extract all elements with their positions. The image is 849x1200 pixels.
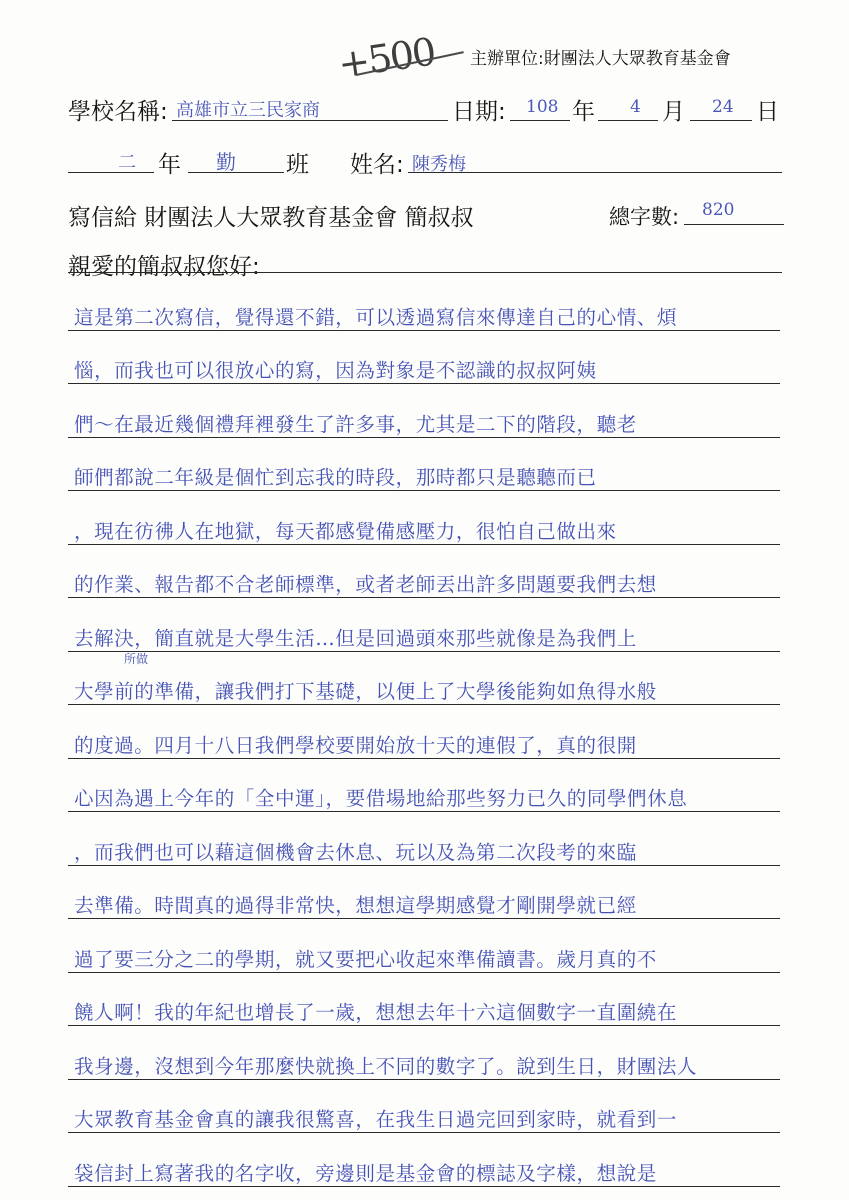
grade-underline (68, 172, 154, 173)
ruled-line (68, 383, 780, 384)
ruled-line (68, 1132, 780, 1133)
word-count-label: 總字數: (609, 205, 680, 229)
year-value: 108 (526, 97, 559, 117)
letter-line: 去準備。時間真的過得非常快，想想這學期感覺才剛開學就已經 (74, 894, 637, 917)
ruled-line (68, 544, 780, 545)
greeting-underline (68, 272, 782, 273)
ruled-line (68, 758, 780, 759)
school-label: 學校名稱: (68, 99, 168, 125)
organizer-label: 主辦單位:財團法人大眾教育基金會 (470, 49, 731, 69)
letter-line: ，現在彷彿人在地獄，每天都感覺備感壓力，很怕自己做出來 (74, 520, 617, 543)
year-underline (510, 120, 570, 121)
ruled-line (68, 918, 780, 919)
ruled-line (68, 597, 780, 598)
letter-line: 這是第二次寫信，覺得還不錯，可以透過寫信來傳達自己的心情、煩 (74, 306, 678, 329)
ruled-line (68, 1025, 780, 1026)
letter-line: 袋信封上寫著我的名字收，旁邊則是基金會的標誌及字樣，想說是 (74, 1162, 657, 1185)
month-value: 4 (630, 97, 641, 117)
month-underline (598, 120, 658, 121)
school-underline (172, 120, 448, 121)
ruled-line (68, 865, 780, 866)
letter-line: ，而我們也可以藉這個機會去休息、玩以及為第二次段考的來臨 (74, 841, 637, 864)
score-mark: +500 (335, 29, 437, 87)
letter-recipient: 寫信給 財團法人大眾教育基金會 簡叔叔 (68, 205, 474, 231)
name-value: 陳秀梅 (412, 154, 466, 175)
insert-note: 所做 (124, 652, 149, 666)
ruled-line (68, 811, 780, 812)
greeting: 親愛的簡叔叔您好: (68, 254, 260, 280)
word-count-underline (684, 224, 784, 225)
name-underline (408, 172, 782, 173)
ruled-line (68, 1079, 780, 1080)
name-label: 姓名: (350, 152, 404, 178)
letter-line: 的作業、報告都不合老師標準，或者老師丟出許多問題要我們去想 (74, 573, 657, 596)
year-unit: 年 (572, 99, 595, 125)
school-value: 高雄市立三民家商 (176, 100, 320, 121)
date-label: 日期: (452, 99, 506, 125)
grade-value: 二 (118, 152, 136, 173)
letter-line: 的度過。四月十八日我們學校要開始放十天的連假了，真的很開 (74, 734, 637, 757)
ruled-line (68, 972, 780, 973)
class-underline (188, 172, 284, 173)
word-count-value: 820 (702, 200, 735, 220)
letter-line: 們～在最近幾個禮拜裡發生了許多事，尤其是二下的階段，聽老 (74, 413, 637, 436)
ruled-line (68, 437, 780, 438)
letter-line: 師們都說二年級是個忙到忘我的時段，那時都只是聽聽而已 (74, 466, 597, 489)
ruled-line (68, 651, 780, 652)
letter-line: 大學前的準備，讓我們打下基礎，以便上了大學後能夠如魚得水般 (74, 680, 657, 703)
letter-line: 過了要三分之二的學期，就又要把心收起來準備讀書。歲月真的不 (74, 948, 657, 971)
ruled-line (68, 1186, 780, 1187)
letter-line: 惱，而我也可以很放心的寫，因為對象是不認識的叔叔阿姨 (74, 359, 597, 382)
ruled-line (68, 490, 780, 491)
letter-line: 去解決，簡直就是大學生活…但是回過頭來那些就像是為我們上 (74, 627, 637, 650)
letter-line: 大眾教育基金會真的讓我很驚喜，在我生日過完回到家時，就看到一 (74, 1108, 678, 1131)
class-unit: 班 (286, 152, 309, 178)
grade-unit: 年 (158, 152, 181, 178)
month-unit: 月 (662, 99, 685, 125)
day-underline (690, 120, 752, 121)
day-unit: 日 (756, 99, 779, 125)
class-value: 勤 (216, 150, 236, 174)
ruled-line (68, 704, 780, 705)
letter-line: 心因為遇上今年的「全中運」，要借場地給那些努力已久的同學們休息 (74, 787, 688, 810)
day-value: 24 (712, 97, 734, 117)
letter-line: 我身邊，沒想到今年那麼快就換上不同的數字了。說到生日，財團法人 (74, 1055, 698, 1078)
ruled-line (68, 330, 780, 331)
letter-line: 饒人啊！我的年紀也增長了一歲，想想去年十六這個數字一直圍繞在 (74, 1001, 678, 1024)
